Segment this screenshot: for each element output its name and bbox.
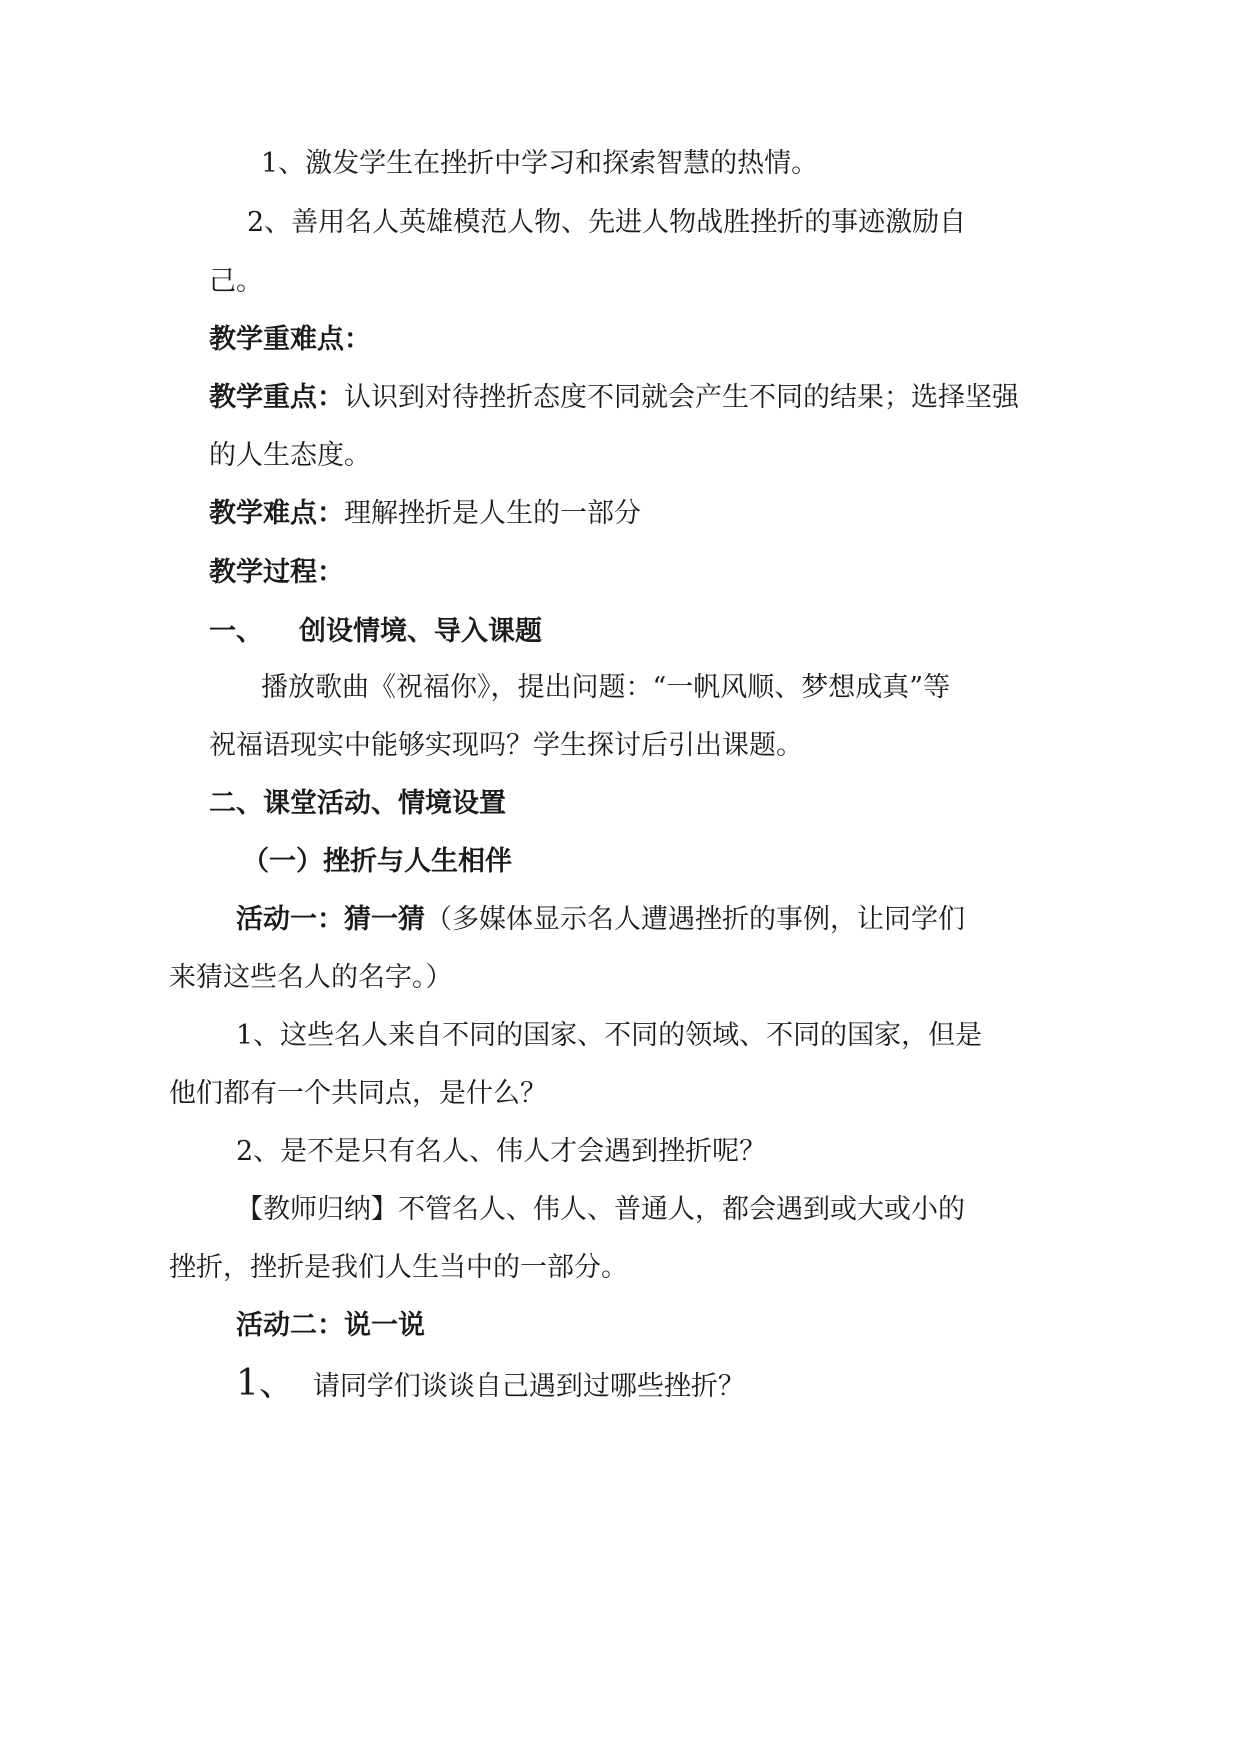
objective-2-line-2: 己。	[209, 266, 263, 297]
objective-2-line-1: 2、善用名人英雄模范人物、先进人物战胜挫折的事迹激励自	[247, 207, 967, 238]
key-point-text: 认识到对待挫折态度不同就会产生不同的结果；选择坚强	[344, 382, 1019, 413]
difficulty-label: 教学难点：	[209, 498, 344, 529]
key-point-line-2: 的人生态度。	[209, 440, 371, 471]
heading-process: 教学过程：	[209, 557, 344, 588]
section-1-number: 一、	[209, 616, 263, 647]
paragraph-1-line-1: 播放歌曲《祝福你》，提出问题：“一帆风顺、梦想成真”等	[261, 672, 951, 703]
heading-key-points: 教学重难点：	[209, 324, 371, 355]
key-point-label: 教学重点：	[209, 382, 344, 413]
question-1-line-2: 他们都有一个共同点，是什么？	[169, 1078, 547, 1109]
teacher-summary-line-2: 挫折，挫折是我们人生当中的一部分。	[169, 1252, 628, 1283]
difficulty-text: 理解挫折是人生的一部分	[344, 498, 641, 529]
paragraph-1-line-2: 祝福语现实中能够实现吗？学生探讨后引出课题。	[209, 730, 803, 761]
question-2: 2、是不是只有名人、伟人才会遇到挫折呢？	[236, 1136, 767, 1167]
teacher-summary-line-1: 【教师归纳】不管名人、伟人、普通人，都会遇到或大或小的	[236, 1194, 965, 1225]
activity-2-heading: 活动二：说一说	[236, 1310, 425, 1341]
activity-1-line-1	[236, 900, 965, 940]
activity-1-label: 活动一：猜一猜	[236, 904, 425, 935]
activity-2-item-1	[236, 1364, 745, 1407]
objective-1: 1、激发学生在挫折中学习和探索智慧的热情。	[261, 148, 819, 179]
item-1-text: 请同学们谈谈自己遇到过哪些挫折？	[312, 1371, 745, 1402]
subsection-1-heading: （一）挫折与人生相伴	[242, 846, 512, 877]
activity-1-line-2: 来猜这些名人的名字。）	[169, 962, 453, 993]
section-1-title: 创设情境、导入课题	[299, 616, 542, 647]
key-point-line-1	[209, 378, 1019, 418]
difficulty-line	[209, 494, 641, 534]
section-2-heading: 二、课堂活动、情境设置	[209, 788, 506, 819]
activity-1-text: （多媒体显示名人遭遇挫折的事例，让同学们	[425, 904, 965, 935]
question-1-line-1: 1、这些名人来自不同的国家、不同的领域、不同的国家，但是	[236, 1020, 983, 1051]
section-1-heading	[209, 612, 542, 652]
item-1-number: 1、	[236, 1363, 295, 1404]
